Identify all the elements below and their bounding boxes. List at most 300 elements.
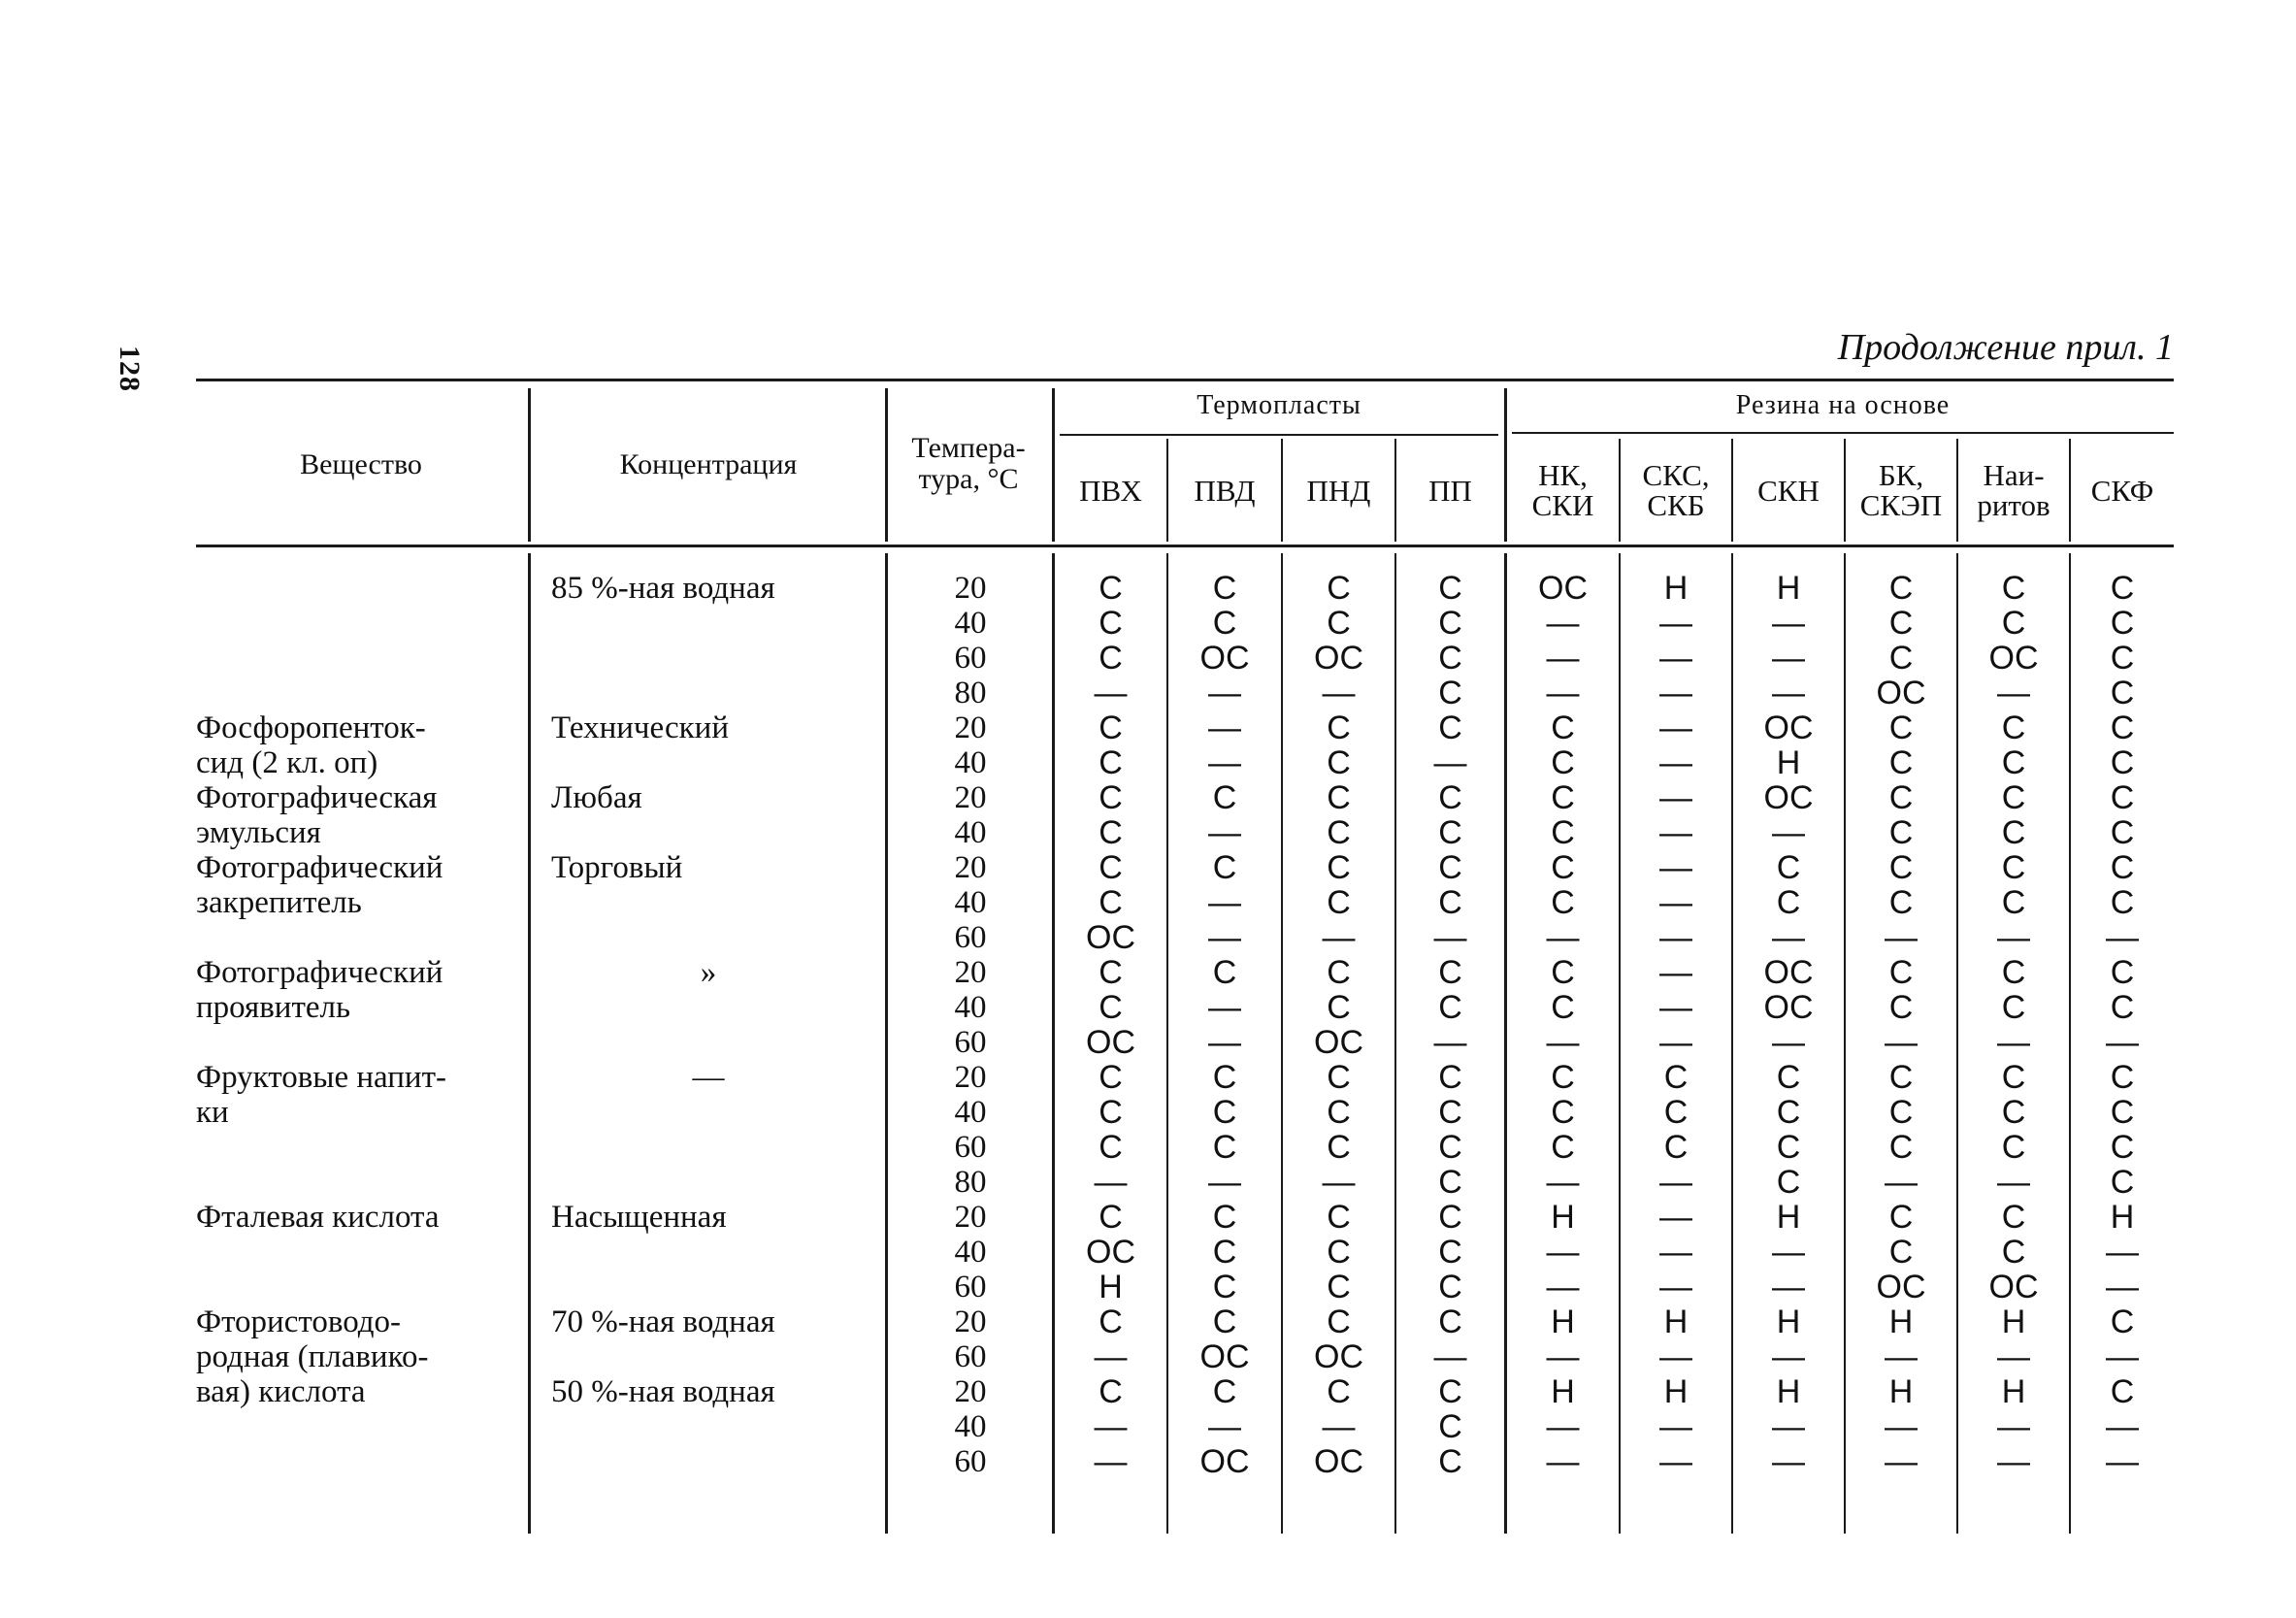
- resistance-cell: С: [2110, 814, 2135, 851]
- resistance-cell: —: [1546, 1234, 1580, 1271]
- resistance-cell: С: [1776, 849, 1801, 886]
- resistance-cell: С: [1888, 744, 1914, 781]
- resistance-cell: ОС: [1086, 919, 1135, 956]
- resistance-cell: С: [2001, 1129, 2026, 1166]
- resistance-cell: ОС: [1763, 954, 1814, 991]
- header-nk-ski: [1507, 460, 1619, 520]
- resistance-cell: С: [1327, 570, 1351, 607]
- divider-substance: [528, 388, 531, 542]
- resistance-cell: —: [1433, 919, 1467, 956]
- resistance-cell: С: [1099, 1094, 1123, 1131]
- header-bottom-rule: [196, 545, 2174, 547]
- column-pp: [1396, 571, 1504, 1479]
- resistance-cell: С: [1438, 1129, 1462, 1166]
- resistance-cell: С: [2110, 605, 2135, 642]
- resistance-cell: С: [1438, 779, 1462, 816]
- substance-name-line: Фотографический: [196, 955, 443, 990]
- substance-name-line: Фосфоропенток-: [196, 710, 426, 745]
- resistance-cell: С: [2001, 954, 2026, 991]
- substance-name: [196, 1060, 446, 1130]
- resistance-cell: —: [1659, 1338, 1692, 1375]
- substance-name: [196, 710, 426, 780]
- resistance-cell: —: [1208, 884, 1241, 921]
- resistance-cell: —: [1659, 989, 1692, 1026]
- temperature-cell: 60: [954, 1130, 987, 1165]
- resistance-cell: ОС: [1763, 989, 1814, 1026]
- resistance-cell: С: [1327, 1129, 1351, 1166]
- divider-temperature: [1052, 388, 1055, 542]
- resistance-cell: ОС: [1199, 1443, 1250, 1480]
- temperature-cell: 20: [954, 780, 987, 815]
- resistance-cell: С: [2001, 605, 2026, 642]
- resistance-cell: ОС: [1538, 570, 1588, 607]
- resistance-cell: —: [1772, 640, 1805, 677]
- temperature-cell: 60: [954, 1025, 987, 1060]
- resistance-cell: —: [1546, 675, 1580, 711]
- resistance-cell: —: [1208, 814, 1241, 851]
- resistance-cell: ОС: [1763, 779, 1814, 816]
- resistance-cell: С: [1663, 1059, 1689, 1096]
- header-pvh-line: ПВХ: [1079, 474, 1142, 508]
- resistance-cell: С: [1551, 744, 1575, 781]
- temperature-cell: 40: [954, 1235, 987, 1270]
- resistance-cell: С: [1438, 989, 1462, 1026]
- resistance-cell: С: [1099, 1373, 1123, 1410]
- temperature-cell: 60: [954, 1339, 987, 1374]
- resistance-cell: С: [1551, 884, 1575, 921]
- resistance-cell: —: [1772, 1269, 1805, 1305]
- resistance-cell: С: [1212, 605, 1237, 642]
- substance-name-line: Фотографический: [196, 850, 443, 885]
- resistance-cell: С: [1438, 1094, 1462, 1131]
- header-nairitov-line: ритов: [1977, 488, 2050, 522]
- resistance-cell: —: [1546, 1443, 1580, 1480]
- resistance-cell: —: [1772, 605, 1805, 642]
- resistance-cell: С: [1551, 1129, 1575, 1166]
- resistance-cell: С: [1212, 1199, 1237, 1236]
- resistance-cell: —: [1659, 1269, 1692, 1305]
- resistance-cell: —: [1208, 675, 1241, 711]
- resistance-cell: С: [1551, 849, 1575, 886]
- resistance-cell: С: [2110, 675, 2135, 711]
- header-sks-skb: [1621, 460, 1731, 520]
- resistance-cell: С: [1776, 1129, 1801, 1166]
- resistance-cell: С: [2001, 1199, 2026, 1236]
- resistance-cell: —: [1659, 954, 1692, 991]
- resistance-cell: Н: [1663, 1373, 1689, 1410]
- resistance-cell: С: [1551, 814, 1575, 851]
- resistance-cell: С: [2001, 884, 2026, 921]
- substance-name-line: Фталевая кислота: [196, 1200, 440, 1235]
- header-rubber: Резина на основе: [1735, 390, 1951, 420]
- resistance-cell: С: [1888, 814, 1914, 851]
- header-skf: [2071, 476, 2174, 506]
- temperature-cell: 20: [954, 1304, 987, 1339]
- resistance-cell: С: [1438, 675, 1462, 711]
- resistance-cell: С: [1888, 710, 1914, 746]
- resistance-cell: —: [1772, 1408, 1805, 1445]
- resistance-cell: С: [1327, 989, 1351, 1026]
- resistance-cell: —: [1094, 1164, 1128, 1201]
- resistance-cell: —: [2106, 1338, 2139, 1375]
- resistance-cell: С: [1099, 779, 1123, 816]
- resistance-cell: С: [1438, 954, 1462, 991]
- resistance-cell: —: [1659, 919, 1692, 956]
- resistance-cell: С: [1438, 1373, 1462, 1410]
- resistance-cell: —: [1433, 1024, 1467, 1061]
- column-skf: [2071, 571, 2174, 1479]
- resistance-cell: —: [1659, 884, 1692, 921]
- resistance-cell: —: [1659, 1199, 1692, 1236]
- resistance-cell: —: [1772, 1338, 1805, 1375]
- substance-name-line: Фтористоводо-: [196, 1304, 402, 1339]
- resistance-cell: С: [1212, 779, 1237, 816]
- header-nairitov-line: Наи-: [1983, 458, 2045, 492]
- resistance-cell: —: [2106, 1408, 2139, 1445]
- resistance-cell: Н: [1776, 1373, 1801, 1410]
- divider-substance-body: [528, 553, 531, 1534]
- resistance-cell: С: [1776, 1094, 1801, 1131]
- resistance-cell: —: [1659, 1164, 1692, 1201]
- resistance-cell: —: [1772, 1234, 1805, 1271]
- resistance-cell: С: [1212, 1304, 1237, 1340]
- resistance-cell: —: [1094, 1338, 1128, 1375]
- resistance-cell: —: [1322, 1408, 1356, 1445]
- temperature-column: [932, 571, 1009, 1479]
- resistance-cell: —: [1546, 1269, 1580, 1305]
- resistance-cell: —: [1997, 1408, 2030, 1445]
- resistance-cell: С: [2001, 779, 2026, 816]
- temperature-cell: 80: [954, 1165, 987, 1200]
- resistance-cell: —: [1659, 849, 1692, 886]
- concentration-value: »: [700, 955, 717, 990]
- resistance-cell: С: [1888, 1199, 1914, 1236]
- temperature-cell: 40: [954, 745, 987, 780]
- resistance-cell: С: [1099, 1129, 1123, 1166]
- resistance-cell: С: [1212, 954, 1237, 991]
- group-rule-thermoplastics: [1060, 434, 1498, 436]
- resistance-cell: —: [1546, 919, 1580, 956]
- resistance-cell: —: [1772, 675, 1805, 711]
- resistance-cell: С: [1776, 884, 1801, 921]
- column-pvd: [1168, 571, 1281, 1479]
- resistance-cell: С: [1888, 1129, 1914, 1166]
- resistance-cell: С: [1327, 1199, 1351, 1236]
- header-skn: [1733, 476, 1844, 506]
- substance-name-line: Фруктовые напит-: [196, 1060, 446, 1095]
- header-nairitov: [1958, 460, 2069, 520]
- resistance-cell: —: [1997, 1338, 2030, 1375]
- resistance-cell: С: [1888, 989, 1914, 1026]
- temperature-cell: 60: [954, 641, 987, 676]
- resistance-cell: С: [1327, 1094, 1351, 1131]
- resistance-cell: —: [1094, 675, 1128, 711]
- resistance-cell: Н: [1551, 1373, 1575, 1410]
- temperature-cell: 20: [954, 1374, 987, 1409]
- header-bk-skep-line: БК,: [1878, 458, 1924, 492]
- resistance-cell: Н: [1663, 570, 1689, 607]
- resistance-cell: С: [1327, 1373, 1351, 1410]
- header-temperature: [895, 433, 1042, 494]
- resistance-cell: С: [1099, 605, 1123, 642]
- resistance-cell: С: [1438, 1199, 1462, 1236]
- header-pvd: [1168, 476, 1281, 506]
- resistance-cell: С: [1212, 1373, 1237, 1410]
- resistance-cell: С: [1438, 1164, 1462, 1201]
- resistance-cell: С: [2110, 710, 2135, 746]
- resistance-cell: —: [1208, 1164, 1241, 1201]
- temperature-cell: 80: [954, 676, 987, 710]
- resistance-cell: Н: [1663, 1304, 1689, 1340]
- resistance-cell: С: [2001, 989, 2026, 1026]
- resistance-cell: —: [1322, 1164, 1356, 1201]
- temperature-cell: 20: [954, 1200, 987, 1235]
- temperature-cell: 60: [954, 920, 987, 955]
- resistance-cell: С: [1099, 710, 1123, 746]
- resistance-cell: С: [1327, 744, 1351, 781]
- resistance-cell: —: [1772, 1024, 1805, 1061]
- resistance-cell: —: [1659, 640, 1692, 677]
- resistance-cell: —: [1322, 675, 1356, 711]
- resistance-cell: Н: [1888, 1304, 1914, 1340]
- resistance-cell: С: [1438, 605, 1462, 642]
- temperature-cell: 20: [954, 710, 987, 745]
- header-thermoplastics: Термопласты: [1197, 390, 1361, 420]
- resistance-cell: С: [1438, 814, 1462, 851]
- resistance-cell: С: [1327, 884, 1351, 921]
- resistance-cell: С: [2110, 744, 2135, 781]
- resistance-cell: С: [1327, 1059, 1351, 1096]
- resistance-cell: Н: [1888, 1373, 1914, 1410]
- resistance-cell: С: [2110, 1059, 2135, 1096]
- resistance-cell: С: [1888, 954, 1914, 991]
- temperature-cell: 20: [954, 955, 987, 990]
- resistance-cell: Н: [1551, 1199, 1575, 1236]
- resistance-cell: С: [1551, 1059, 1575, 1096]
- resistance-cell: —: [1659, 1234, 1692, 1271]
- group-rule-rubber: [1512, 432, 2174, 434]
- resistance-cell: С: [1888, 605, 1914, 642]
- resistance-cell: С: [1438, 1059, 1462, 1096]
- header-skf-line: СКФ: [2090, 474, 2154, 508]
- column-skn: [1733, 571, 1844, 1479]
- resistance-cell: С: [1327, 954, 1351, 991]
- resistance-cell: С: [1888, 849, 1914, 886]
- substance-name-line: Фотографическая: [196, 780, 438, 815]
- resistance-cell: —: [1208, 1408, 1241, 1445]
- resistance-cell: С: [1099, 570, 1123, 607]
- header-pp-line: ПП: [1428, 474, 1472, 508]
- column-sks-skb: [1621, 571, 1731, 1479]
- resistance-cell: Н: [1551, 1304, 1575, 1340]
- resistance-cell: ОС: [1988, 1269, 2039, 1305]
- resistance-cell: —: [1772, 919, 1805, 956]
- substance-name: [196, 850, 443, 920]
- concentration-value: 85 %-ная водная: [551, 571, 775, 606]
- resistance-cell: С: [1551, 710, 1575, 746]
- resistance-cell: С: [1327, 849, 1351, 886]
- resistance-cell: С: [1551, 779, 1575, 816]
- concentration-value: Насыщенная: [551, 1200, 727, 1235]
- header-nk-ski-line: НК,: [1538, 458, 1588, 492]
- resistance-cell: С: [2110, 1094, 2135, 1131]
- resistance-cell: —: [2106, 1443, 2139, 1480]
- resistance-cell: С: [2110, 779, 2135, 816]
- concentration-value: Торговый: [551, 850, 683, 885]
- resistance-cell: С: [1327, 1304, 1351, 1340]
- resistance-cell: С: [1438, 1443, 1462, 1480]
- concentration-value: Любая: [551, 780, 642, 815]
- resistance-cell: С: [2110, 570, 2135, 607]
- resistance-cell: ОС: [1314, 1338, 1363, 1375]
- column-bk-skep: [1846, 571, 1956, 1479]
- resistance-cell: —: [1546, 1408, 1580, 1445]
- page-number: 128: [114, 346, 146, 392]
- resistance-cell: —: [1208, 710, 1241, 746]
- resistance-cell: С: [1438, 710, 1462, 746]
- resistance-cell: С: [1438, 884, 1462, 921]
- resistance-cell: ОС: [1086, 1234, 1135, 1271]
- resistance-cell: С: [1327, 1269, 1351, 1305]
- resistance-cell: —: [1772, 1443, 1805, 1480]
- resistance-cell: —: [1885, 1443, 1918, 1480]
- resistance-cell: С: [1212, 1269, 1237, 1305]
- resistance-cell: —: [1546, 605, 1580, 642]
- resistance-cell: —: [1659, 1024, 1692, 1061]
- resistance-cell: С: [2110, 1304, 2135, 1340]
- header-substance: Вещество: [300, 448, 422, 480]
- substance-name-line: сид (2 кл. оп): [196, 745, 378, 780]
- resistance-cell: —: [1546, 1338, 1580, 1375]
- resistance-cell: —: [1997, 1443, 2030, 1480]
- resistance-cell: С: [1327, 710, 1351, 746]
- temperature-cell: 20: [954, 850, 987, 885]
- resistance-cell: С: [2001, 814, 2026, 851]
- concentration-value: 70 %-ная водная: [551, 1304, 775, 1339]
- resistance-cell: Н: [1099, 1269, 1123, 1305]
- substance-name-line: вая) кислота: [196, 1374, 366, 1409]
- resistance-cell: С: [1551, 954, 1575, 991]
- resistance-cell: С: [2110, 640, 2135, 677]
- resistance-cell: —: [1885, 1338, 1918, 1375]
- resistance-cell: С: [1888, 1094, 1914, 1131]
- resistance-cell: —: [1659, 710, 1692, 746]
- substance-name-line: проявитель: [196, 990, 351, 1025]
- resistance-cell: —: [1208, 1024, 1241, 1061]
- resistance-cell: С: [1099, 989, 1123, 1026]
- temperature-cell: 40: [954, 990, 987, 1025]
- resistance-cell: С: [1438, 1234, 1462, 1271]
- resistance-cell: —: [1433, 1338, 1467, 1375]
- resistance-cell: —: [1997, 1024, 2030, 1061]
- substance-name: [196, 1304, 428, 1409]
- resistance-cell: С: [2001, 849, 2026, 886]
- resistance-cell: С: [2110, 1373, 2135, 1410]
- resistance-cell: С: [1099, 640, 1123, 677]
- resistance-cell: С: [1099, 1304, 1123, 1340]
- resistance-cell: С: [1438, 640, 1462, 677]
- resistance-cell: —: [1659, 744, 1692, 781]
- column-pvh: [1055, 571, 1166, 1479]
- resistance-cell: Н: [1776, 1199, 1801, 1236]
- resistance-cell: С: [2001, 710, 2026, 746]
- resistance-cell: С: [2110, 884, 2135, 921]
- resistance-cell: С: [1551, 1094, 1575, 1131]
- resistance-cell: С: [1099, 1059, 1123, 1096]
- temperature-cell: 60: [954, 1444, 987, 1479]
- resistance-cell: С: [2110, 1164, 2135, 1201]
- resistance-cell: С: [2001, 570, 2026, 607]
- resistance-cell: —: [1208, 919, 1241, 956]
- resistance-cell: —: [1885, 919, 1918, 956]
- resistance-cell: С: [2110, 1129, 2135, 1166]
- resistance-cell: —: [1094, 1408, 1128, 1445]
- resistance-cell: С: [2001, 1094, 2026, 1131]
- resistance-cell: С: [1212, 1234, 1237, 1271]
- resistance-cell: —: [1659, 1443, 1692, 1480]
- resistance-cell: —: [2106, 919, 2139, 956]
- resistance-cell: —: [1322, 919, 1356, 956]
- resistance-cell: С: [1099, 744, 1123, 781]
- substance-name: [196, 1200, 440, 1235]
- resistance-cell: ОС: [1086, 1024, 1135, 1061]
- resistance-cell: —: [1997, 1164, 2030, 1201]
- resistance-cell: С: [1776, 1164, 1801, 1201]
- resistance-cell: —: [1659, 605, 1692, 642]
- resistance-cell: С: [2110, 989, 2135, 1026]
- resistance-cell: С: [1551, 989, 1575, 1026]
- resistance-cell: С: [1438, 570, 1462, 607]
- top-rule: [196, 379, 2174, 381]
- resistance-cell: —: [1659, 779, 1692, 816]
- resistance-cell: Н: [1776, 1304, 1801, 1340]
- temperature-cell: 40: [954, 885, 987, 920]
- resistance-cell: —: [1546, 1024, 1580, 1061]
- resistance-cell: С: [1888, 1059, 1914, 1096]
- resistance-cell: С: [1212, 1129, 1237, 1166]
- resistance-cell: С: [2110, 849, 2135, 886]
- resistance-cell: —: [2106, 1269, 2139, 1305]
- header-pvh: [1055, 476, 1166, 506]
- resistance-cell: С: [1099, 849, 1123, 886]
- header-pnd-line: ПНД: [1306, 474, 1371, 508]
- resistance-cell: —: [1208, 744, 1241, 781]
- substance-name-line: эмульсия: [196, 815, 321, 850]
- resistance-cell: ОС: [1876, 1269, 1926, 1305]
- resistance-cell: С: [1438, 1408, 1462, 1445]
- temperature-cell: 20: [954, 1060, 987, 1095]
- resistance-cell: С: [1212, 849, 1237, 886]
- header-skn-line: СКН: [1757, 474, 1820, 508]
- concentration-value: 50 %-ная водная: [551, 1374, 775, 1409]
- resistance-cell: —: [1659, 1408, 1692, 1445]
- resistance-cell: —: [1885, 1024, 1918, 1061]
- header-pnd: [1283, 476, 1394, 506]
- resistance-cell: —: [1094, 1443, 1128, 1480]
- resistance-cell: С: [1888, 570, 1914, 607]
- resistance-cell: С: [1212, 570, 1237, 607]
- temperature-cell: 40: [954, 606, 987, 641]
- resistance-cell: С: [1327, 605, 1351, 642]
- resistance-cell: С: [1212, 1059, 1237, 1096]
- resistance-cell: С: [2001, 1059, 2026, 1096]
- column-pnd: [1283, 571, 1394, 1479]
- header-temperature-line1: Темпера-: [911, 432, 1026, 464]
- resistance-cell: С: [1099, 1199, 1123, 1236]
- resistance-cell: —: [1772, 814, 1805, 851]
- resistance-cell: Н: [2001, 1304, 2026, 1340]
- substance-name: [196, 780, 437, 850]
